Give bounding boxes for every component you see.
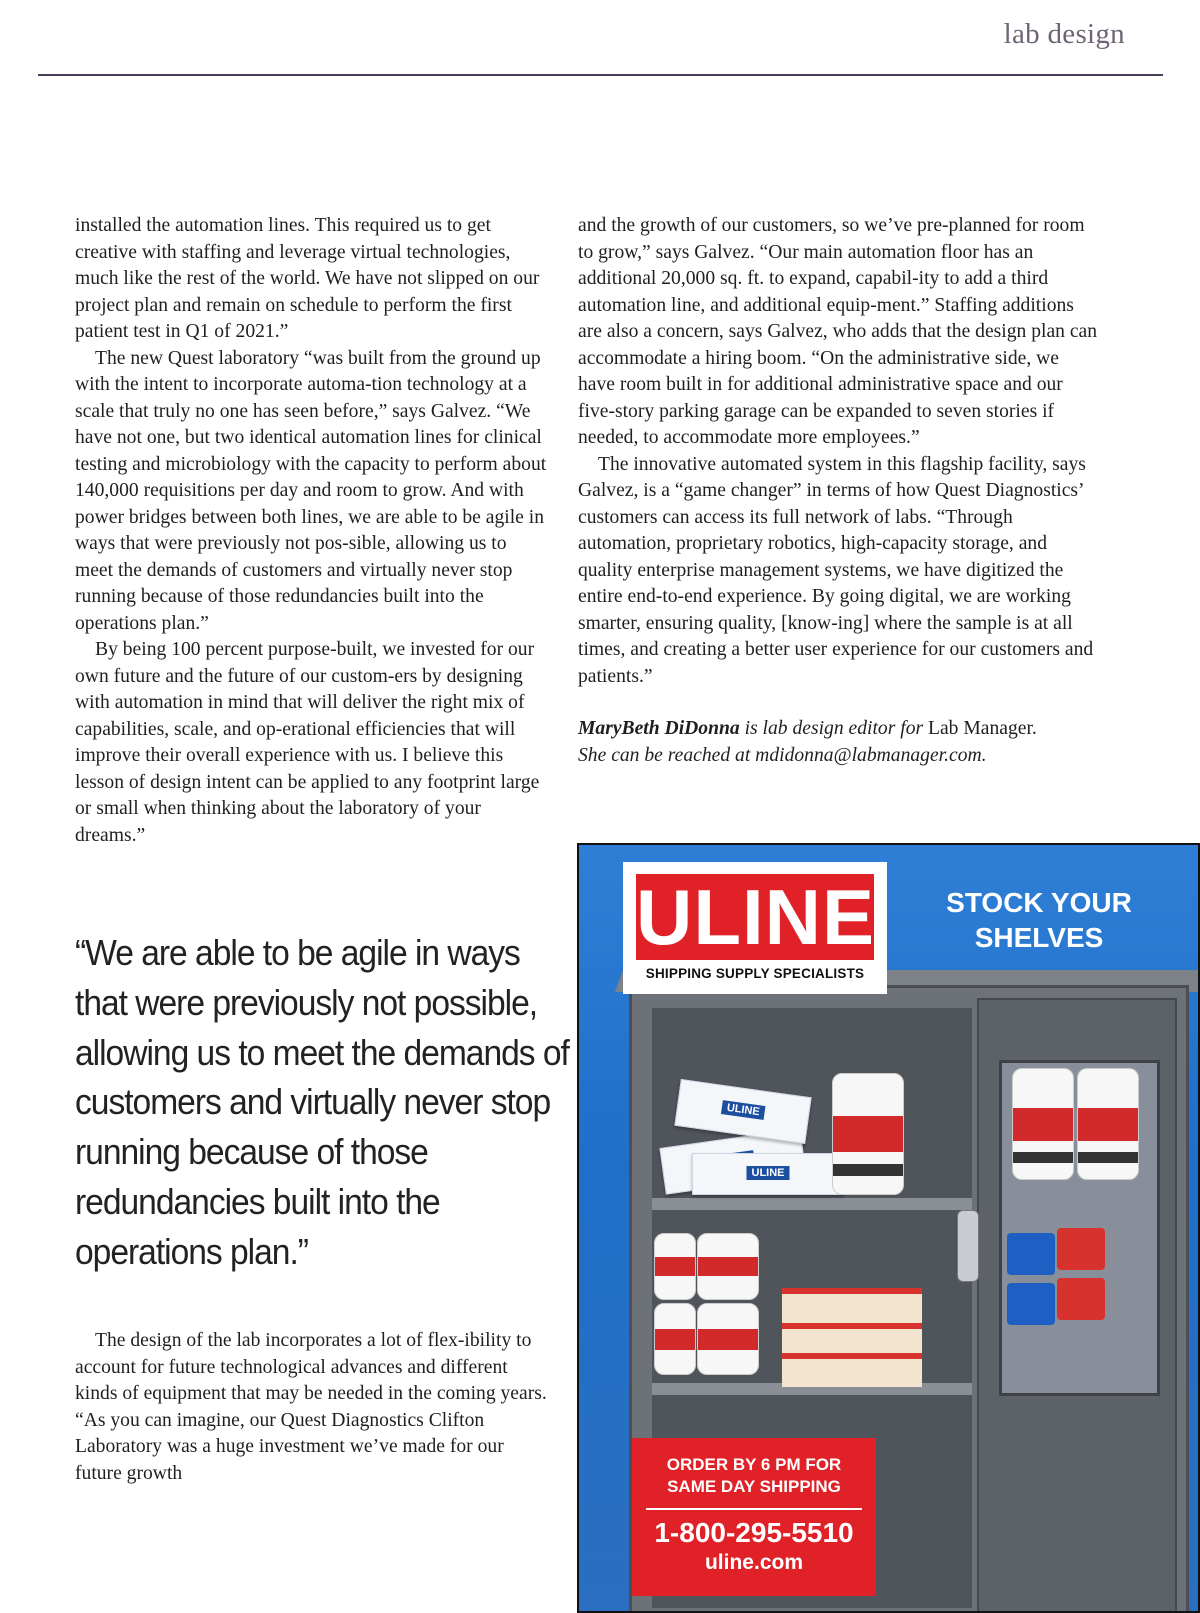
door-window (999, 1060, 1160, 1396)
right-column (578, 213, 1098, 769)
header-divider (38, 74, 1163, 76)
body-paragraph: The innovative automated system in this flagship facility, says Galvez, is a “game changer” in terms of how Quest Diagnostics’ customers can access its full network of labs. “Through automation, proprietary robotics, high-capacity storage, and quality enterprise management systems, we have digitized the entire end-to-end experience. By going digital, we are working smarter, ensuring quality, [know-ing] where the sample is at all times, and creating a better user experience for our customers and patients.” (578, 453, 1094, 687)
ad-headline-line: SHELVES (974, 922, 1104, 953)
author-byline (578, 716, 1098, 769)
order-text: ORDER BY 6 PM FOR SAME DAY SHIPPING (666, 1455, 842, 1496)
left-column-bottom (75, 1328, 549, 1487)
paper-roll (1012, 1068, 1074, 1180)
paper-towel-pack: ULINE (674, 1079, 811, 1144)
body-paragraph: By being 100 percent purpose-built, we invested for our own future and the future of our custom-ers by designing with automation in mind that will deliver the right mix of capabilities, scale, and op-erational efficiencies that will improve their overall experience with us. I believe this lesson of design intent can be applied to any footprint large or small when thinking about the laboratory of your dreams.” (75, 639, 540, 846)
cabinet-door (977, 998, 1177, 1613)
uline-logo (623, 862, 887, 994)
author-contact[interactable]: She can be reached at mdidonna@labmanager.com. (578, 744, 987, 766)
body-paragraph: The new Quest laboratory “was built from the ground up with the intent to incorporate automa-tion technology at a scale that truly no one has seen before,” says Galvez. “We have not one, but two identical automation lines for clinical testing and microbiology with the capacity to perform about 140,000 requisitions per day and room to grow. And with power bridges between both lines, we are able to be agile in ways that were previously not pos-sible, allowing us to meet the demands of customers and virtually never stop running because of those redundancies built into the operations plan.” (75, 347, 547, 634)
blue-bin (1007, 1283, 1055, 1325)
red-bin (1057, 1278, 1105, 1320)
author-role: is lab design editor for (739, 718, 929, 739)
order-callout[interactable] (632, 1438, 876, 1596)
section-title: lab design (1003, 18, 1125, 50)
toilet-roll (654, 1303, 696, 1375)
toilet-roll (654, 1233, 696, 1300)
red-bin (1057, 1228, 1105, 1270)
magazine-name: Lab Manager. (928, 718, 1037, 739)
body-paragraph: The design of the lab incorporates a lot of flex-ibility to account for future technological advances and different kinds of equipment that may be needed in the coming years. “As you can imagine, our Quest Diagnostics Clifton Laboratory was a huge investment we’ve made for our future growth (75, 1330, 547, 1484)
toilet-roll (697, 1233, 759, 1300)
uline-advertisement[interactable] (577, 843, 1200, 1613)
body-paragraph: and the growth of our customers, so we’ve pre-planned for room to grow,” says Galvez. “Our main automation floor has an additional 20,000 sq. ft. to expand, capabil-ity to add a third automation line, and additional equip-ment.” Staffing additions are also a concern, says Galvez, who adds that the design plan can accommodate a hiring boom. “On the administrative side, we have room built in for additional administrative space and our five-story parking garage can be expanded to seven stories if needed, to accommodate more employees.” (578, 215, 1098, 448)
paper-roll (832, 1073, 904, 1195)
cabinet-shelf (652, 1198, 972, 1210)
tissue-box (782, 1288, 922, 1324)
door-handle (957, 1210, 979, 1282)
brand-tagline: SHIPPING SUPPLY SPECIALISTS (645, 966, 865, 981)
paper-towel-pack: ULINE (692, 1153, 844, 1195)
brand-wordmark: ULINE (636, 873, 875, 961)
left-column-top (75, 213, 549, 849)
website-link[interactable]: uline.com (704, 1551, 804, 1574)
toilet-roll (697, 1303, 759, 1375)
tissue-box (782, 1353, 922, 1387)
ad-headline (929, 885, 1149, 955)
ad-headline-line: STOCK YOUR (946, 887, 1132, 918)
author-name: MaryBeth DiDonna (578, 718, 740, 739)
phone-number[interactable]: 1-800-295-5510 (654, 1517, 854, 1548)
blue-bin (1007, 1233, 1055, 1275)
order-divider (646, 1508, 862, 1510)
pull-quote: “We are able to be agile in ways that were previously not possible, allowing us to meet the demands of customers and virtually never stop running because of those redundancies built into the operations plan.” (75, 932, 569, 1272)
body-paragraph: installed the automation lines. This required us to get creative with staffing and leverage virtual technologies, much like the rest of the world. We have not slipped on our project plan and remain on schedule to perform the first patient test in Q1 of 2021.” (75, 215, 540, 342)
paper-roll (1077, 1068, 1139, 1180)
